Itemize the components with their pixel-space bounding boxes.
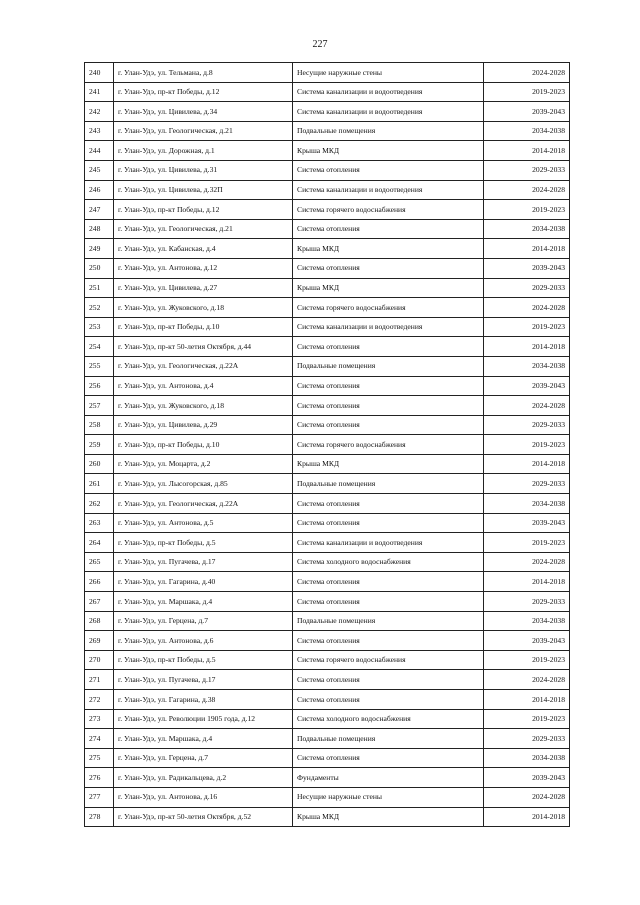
row-period: 2029-2033 xyxy=(484,160,570,180)
row-period: 2019-2023 xyxy=(484,650,570,670)
row-work-type: Подвальные помещения xyxy=(293,729,484,749)
row-period: 2029-2033 xyxy=(484,474,570,494)
row-work-type: Система отопления xyxy=(293,631,484,651)
row-work-type: Система отопления xyxy=(293,748,484,768)
row-number: 268 xyxy=(85,611,114,631)
row-work-type: Система холодного водоснабжения xyxy=(293,552,484,572)
table-row xyxy=(85,63,570,83)
row-period: 2019-2023 xyxy=(484,82,570,102)
table-row xyxy=(85,356,570,376)
table-row xyxy=(85,239,570,259)
row-address: г. Улан-Удэ, пр-кт Победы, д.10 xyxy=(114,435,293,455)
table-row xyxy=(85,180,570,200)
row-address: г. Улан-Удэ, ул. Антонова, д.12 xyxy=(114,258,293,278)
row-number: 249 xyxy=(85,239,114,259)
row-period: 2039-2043 xyxy=(484,513,570,533)
row-address: г. Улан-Удэ, ул. Маршака, д.4 xyxy=(114,729,293,749)
row-work-type: Подвальные помещения xyxy=(293,611,484,631)
row-period: 2024-2028 xyxy=(484,787,570,807)
table-row xyxy=(85,552,570,572)
row-work-type: Подвальные помещения xyxy=(293,121,484,141)
row-period: 2014-2018 xyxy=(484,141,570,161)
row-work-type: Система канализации и водоотведения xyxy=(293,102,484,122)
row-period: 2024-2028 xyxy=(484,180,570,200)
table-row xyxy=(85,592,570,612)
table-row xyxy=(85,513,570,533)
row-address: г. Улан-Удэ, пр-кт Победы, д.10 xyxy=(114,317,293,337)
row-address: г. Улан-Удэ, ул. Жуковского, д.18 xyxy=(114,396,293,416)
row-address: г. Улан-Удэ, ул. Антонова, д.6 xyxy=(114,631,293,651)
row-number: 252 xyxy=(85,298,114,318)
table-row xyxy=(85,435,570,455)
table-row xyxy=(85,670,570,690)
row-number: 258 xyxy=(85,415,114,435)
row-work-type: Система горячего водоснабжения xyxy=(293,435,484,455)
row-number: 256 xyxy=(85,376,114,396)
table-row xyxy=(85,298,570,318)
row-number: 250 xyxy=(85,258,114,278)
row-number: 274 xyxy=(85,729,114,749)
row-number: 245 xyxy=(85,160,114,180)
row-number: 271 xyxy=(85,670,114,690)
registry-table xyxy=(84,62,570,827)
row-number: 243 xyxy=(85,121,114,141)
row-work-type: Крыша МКД xyxy=(293,807,484,827)
row-work-type: Система горячего водоснабжения xyxy=(293,650,484,670)
table-row xyxy=(85,768,570,788)
row-period: 2024-2028 xyxy=(484,396,570,416)
row-number: 259 xyxy=(85,435,114,455)
row-work-type: Подвальные помещения xyxy=(293,356,484,376)
row-number: 253 xyxy=(85,317,114,337)
row-period: 2024-2028 xyxy=(484,552,570,572)
row-number: 276 xyxy=(85,768,114,788)
row-address: г. Улан-Удэ, ул. Лысогорская, д.85 xyxy=(114,474,293,494)
row-work-type: Система отопления xyxy=(293,160,484,180)
table-row xyxy=(85,141,570,161)
row-work-type: Несущие наружные стены xyxy=(293,63,484,83)
row-period: 2019-2023 xyxy=(484,709,570,729)
row-period: 2024-2028 xyxy=(484,63,570,83)
row-number: 272 xyxy=(85,690,114,710)
row-period: 2019-2023 xyxy=(484,533,570,553)
row-address: г. Улан-Удэ, ул. Дорожная, д.1 xyxy=(114,141,293,161)
row-period: 2034-2038 xyxy=(484,748,570,768)
row-number: 251 xyxy=(85,278,114,298)
row-period: 2019-2023 xyxy=(484,317,570,337)
row-address: г. Улан-Удэ, пр-кт Победы, д.5 xyxy=(114,533,293,553)
row-address: г. Улан-Удэ, ул. Маршака, д.4 xyxy=(114,592,293,612)
row-period: 2039-2043 xyxy=(484,102,570,122)
row-number: 270 xyxy=(85,650,114,670)
row-period: 2014-2018 xyxy=(484,454,570,474)
row-address: г. Улан-Удэ, ул. Жуковского, д.18 xyxy=(114,298,293,318)
row-work-type: Система отопления xyxy=(293,337,484,357)
row-period: 2029-2033 xyxy=(484,278,570,298)
row-work-type: Система отопления xyxy=(293,513,484,533)
table-row xyxy=(85,611,570,631)
row-number: 269 xyxy=(85,631,114,651)
row-address: г. Улан-Удэ, ул. Антонова, д.16 xyxy=(114,787,293,807)
row-work-type: Система канализации и водоотведения xyxy=(293,82,484,102)
row-address: г. Улан-Удэ, ул. Цивилева, д.27 xyxy=(114,278,293,298)
row-work-type: Фундаменты xyxy=(293,768,484,788)
row-address: г. Улан-Удэ, пр-кт 50-летия Октября, д.52 xyxy=(114,807,293,827)
row-work-type: Крыша МКД xyxy=(293,141,484,161)
row-address: г. Улан-Удэ, пр-кт Победы, д.12 xyxy=(114,200,293,220)
table-row xyxy=(85,415,570,435)
row-address: г. Улан-Удэ, ул. Цивилева, д.29 xyxy=(114,415,293,435)
table-row xyxy=(85,376,570,396)
row-period: 2039-2043 xyxy=(484,258,570,278)
row-address: г. Улан-Удэ, ул. Герцена, д.7 xyxy=(114,611,293,631)
table-row xyxy=(85,650,570,670)
row-address: г. Улан-Удэ, ул. Антонова, д.4 xyxy=(114,376,293,396)
row-period: 2014-2018 xyxy=(484,807,570,827)
row-work-type: Система отопления xyxy=(293,219,484,239)
row-number: 275 xyxy=(85,748,114,768)
row-number: 263 xyxy=(85,513,114,533)
row-period: 2029-2033 xyxy=(484,592,570,612)
row-work-type: Система отопления xyxy=(293,690,484,710)
row-number: 267 xyxy=(85,592,114,612)
row-number: 240 xyxy=(85,63,114,83)
row-work-type: Система отопления xyxy=(293,376,484,396)
row-address: г. Улан-Удэ, ул. Пугачева, д.17 xyxy=(114,552,293,572)
row-work-type: Система отопления xyxy=(293,494,484,514)
row-number: 241 xyxy=(85,82,114,102)
row-work-type: Крыша МКД xyxy=(293,454,484,474)
row-period: 2029-2033 xyxy=(484,729,570,749)
table-row xyxy=(85,396,570,416)
row-period: 2014-2018 xyxy=(484,239,570,259)
table-row xyxy=(85,690,570,710)
row-number: 261 xyxy=(85,474,114,494)
row-work-type: Крыша МКД xyxy=(293,239,484,259)
row-period: 2034-2038 xyxy=(484,494,570,514)
row-work-type: Система отопления xyxy=(293,415,484,435)
row-address: г. Улан-Удэ, ул. Геологическая, д.21 xyxy=(114,219,293,239)
row-address: г. Улан-Удэ, ул. Гагарина, д.40 xyxy=(114,572,293,592)
row-address: г. Улан-Удэ, ул. Геологическая, д.22А xyxy=(114,356,293,376)
row-work-type: Крыша МКД xyxy=(293,278,484,298)
table-row xyxy=(85,82,570,102)
row-period: 2024-2028 xyxy=(484,670,570,690)
row-address: г. Улан-Удэ, ул. Геологическая, д.22А xyxy=(114,494,293,514)
table-row xyxy=(85,729,570,749)
row-address: г. Улан-Удэ, ул. Антонова, д.5 xyxy=(114,513,293,533)
row-period: 2034-2038 xyxy=(484,219,570,239)
table-row xyxy=(85,807,570,827)
table-row xyxy=(85,317,570,337)
row-work-type: Система холодного водоснабжения xyxy=(293,709,484,729)
row-address: г. Улан-Удэ, пр-кт 50-летия Октября, д.44 xyxy=(114,337,293,357)
row-address: г. Улан-Удэ, ул. Герцена, д.7 xyxy=(114,748,293,768)
row-address: г. Улан-Удэ, ул. Моцарта, д.2 xyxy=(114,454,293,474)
row-period: 2034-2038 xyxy=(484,356,570,376)
table-row xyxy=(85,102,570,122)
row-address: г. Улан-Удэ, ул. Гагарина, д.38 xyxy=(114,690,293,710)
row-address: г. Улан-Удэ, ул. Революции 1905 года, д.12 xyxy=(114,709,293,729)
row-period: 2014-2018 xyxy=(484,337,570,357)
row-number: 255 xyxy=(85,356,114,376)
table-row xyxy=(85,709,570,729)
row-work-type: Несущие наружные стены xyxy=(293,787,484,807)
row-work-type: Система отопления xyxy=(293,396,484,416)
row-number: 266 xyxy=(85,572,114,592)
row-period: 2034-2038 xyxy=(484,611,570,631)
row-work-type: Система канализации и водоотведения xyxy=(293,317,484,337)
table-row xyxy=(85,160,570,180)
row-number: 277 xyxy=(85,787,114,807)
row-work-type: Система горячего водоснабжения xyxy=(293,200,484,220)
table-row xyxy=(85,219,570,239)
row-work-type: Подвальные помещения xyxy=(293,474,484,494)
row-period: 2024-2028 xyxy=(484,298,570,318)
row-number: 254 xyxy=(85,337,114,357)
row-number: 262 xyxy=(85,494,114,514)
row-address: г. Улан-Удэ, ул. Тельмана, д.8 xyxy=(114,63,293,83)
row-number: 248 xyxy=(85,219,114,239)
row-work-type: Система канализации и водоотведения xyxy=(293,533,484,553)
table-row xyxy=(85,787,570,807)
table-row xyxy=(85,258,570,278)
page-number: 227 xyxy=(312,39,328,50)
row-work-type: Система горячего водоснабжения xyxy=(293,298,484,318)
row-period: 2019-2023 xyxy=(484,435,570,455)
row-period: 2034-2038 xyxy=(484,121,570,141)
table-row xyxy=(85,121,570,141)
table-row xyxy=(85,748,570,768)
row-number: 247 xyxy=(85,200,114,220)
row-number: 260 xyxy=(85,454,114,474)
row-work-type: Система канализации и водоотведения xyxy=(293,180,484,200)
row-work-type: Система отопления xyxy=(293,572,484,592)
row-number: 278 xyxy=(85,807,114,827)
table-row xyxy=(85,278,570,298)
row-number: 242 xyxy=(85,102,114,122)
row-number: 264 xyxy=(85,533,114,553)
row-address: г. Улан-Удэ, ул. Кабанская, д.4 xyxy=(114,239,293,259)
row-address: г. Улан-Удэ, ул. Радикальцева, д.2 xyxy=(114,768,293,788)
row-number: 273 xyxy=(85,709,114,729)
table-row xyxy=(85,533,570,553)
row-period: 2014-2018 xyxy=(484,572,570,592)
row-address: г. Улан-Удэ, пр-кт Победы, д.5 xyxy=(114,650,293,670)
table-row xyxy=(85,200,570,220)
row-work-type: Система отопления xyxy=(293,670,484,690)
table-row xyxy=(85,631,570,651)
row-address: г. Улан-Удэ, ул. Цивилева, д.31 xyxy=(114,160,293,180)
row-number: 244 xyxy=(85,141,114,161)
registry-table-body xyxy=(85,63,570,827)
row-address: г. Улан-Удэ, пр-кт Победы, д.12 xyxy=(114,82,293,102)
row-work-type: Система отопления xyxy=(293,258,484,278)
row-number: 246 xyxy=(85,180,114,200)
row-address: г. Улан-Удэ, ул. Пугачева, д.17 xyxy=(114,670,293,690)
row-work-type: Система отопления xyxy=(293,592,484,612)
row-period: 2029-2033 xyxy=(484,415,570,435)
row-period: 2039-2043 xyxy=(484,768,570,788)
row-address: г. Улан-Удэ, ул. Цивилева, д.32П xyxy=(114,180,293,200)
row-period: 2014-2018 xyxy=(484,690,570,710)
row-number: 265 xyxy=(85,552,114,572)
table-row xyxy=(85,474,570,494)
table-row xyxy=(85,454,570,474)
table-row xyxy=(85,337,570,357)
row-period: 2039-2043 xyxy=(484,376,570,396)
row-address: г. Улан-Удэ, ул. Геологическая, д.21 xyxy=(114,121,293,141)
table-row xyxy=(85,572,570,592)
row-number: 257 xyxy=(85,396,114,416)
row-period: 2039-2043 xyxy=(484,631,570,651)
table-row xyxy=(85,494,570,514)
row-period: 2019-2023 xyxy=(484,200,570,220)
row-address: г. Улан-Удэ, ул. Цивилева, д.34 xyxy=(114,102,293,122)
